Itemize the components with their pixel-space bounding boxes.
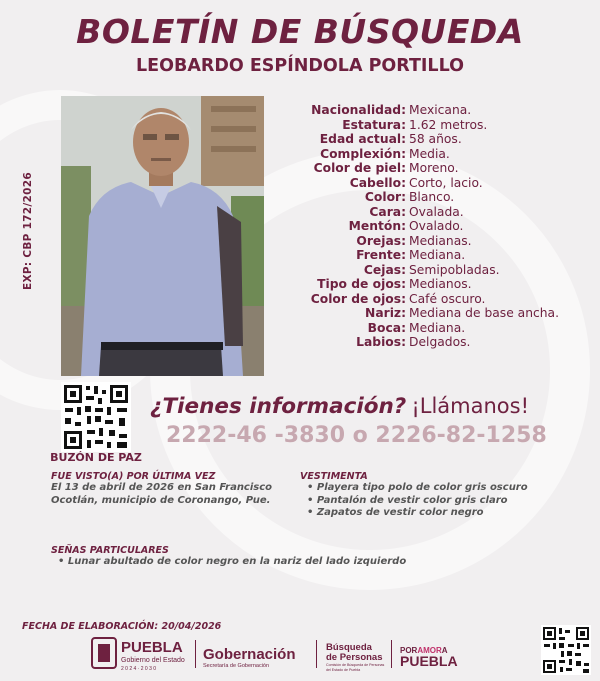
feature-value: Mediana. <box>409 248 466 262</box>
feature-label: Labios: <box>356 335 406 349</box>
feature-row <box>290 292 590 307</box>
last-seen-heading: FUE VISTO(A) POR ÚLTIMA VEZ <box>51 471 216 482</box>
buzon-qr-code[interactable] <box>61 382 131 452</box>
feature-label: Nacionalidad: <box>311 103 406 117</box>
feature-value: Medianos. <box>409 277 472 291</box>
feature-row <box>290 205 590 220</box>
puebla-state-logo <box>92 638 185 672</box>
puebla-logo-text: PUEBLA <box>121 639 183 656</box>
footer-qr-code[interactable] <box>541 625 591 675</box>
puebla-logo-subtext: Gobierno del Estado <box>121 657 185 664</box>
clothing-heading: VESTIMENTA <box>300 471 368 482</box>
feature-value: Blanco. <box>409 190 455 204</box>
feature-label: Estatura: <box>342 117 406 132</box>
feature-value: Ovalado. <box>409 219 464 233</box>
clothing-list <box>307 482 592 520</box>
phone-numbers[interactable]: 2222-46 -3830 o 2226-82-1258 <box>166 423 547 448</box>
feature-value: Medianas. <box>409 233 472 248</box>
feature-row <box>290 248 590 263</box>
feature-label: Color de piel: <box>313 161 406 175</box>
clothing-item: • Zapatos de vestir color negro <box>307 507 484 518</box>
feature-label: Complexión: <box>320 146 406 161</box>
feature-value: Mexicana. <box>409 103 472 117</box>
por-amor-a-puebla-logo <box>400 646 458 669</box>
logo-divider <box>391 640 392 668</box>
qr-code-icon <box>541 625 591 675</box>
clothing-item: • Pantalón de vestir color gris claro <box>307 494 508 506</box>
elaboration-date: FECHA DE ELABORACIÓN: 20/04/2026 <box>22 621 222 632</box>
feature-row <box>290 263 590 278</box>
gobernacion-logo-text: Gobernación <box>203 646 296 663</box>
feature-row <box>290 306 590 321</box>
footer-logos <box>0 630 600 681</box>
feature-label: Color: <box>364 190 406 204</box>
marks-item: • Lunar abultado de color negro en la nariz del lado izquierdo <box>58 556 407 567</box>
call-us-text: ¡Llámanos! <box>411 394 530 418</box>
qr-code-icon <box>61 382 131 452</box>
feature-label: Boca: <box>367 320 406 335</box>
clothing-item-text: Playera tipo polo de color gris oscuro <box>316 482 528 493</box>
feature-value: 1.62 metros. <box>409 117 488 132</box>
busqueda-personas-logo <box>326 642 385 672</box>
feature-value: Ovalada. <box>409 204 464 219</box>
feature-label: Tipo de ojos: <box>317 277 406 291</box>
clothing-item: • Playera tipo polo de color gris oscuro <box>307 482 528 493</box>
feature-value: Media. <box>409 146 450 161</box>
feature-value: Corto, lacio. <box>409 175 483 190</box>
puebla-shield-inner <box>98 644 110 662</box>
feature-row <box>290 132 590 147</box>
feature-label: Nariz: <box>365 306 406 320</box>
busqueda-logo-text: Búsqueda <box>326 642 372 653</box>
physical-features <box>290 103 590 350</box>
feature-value: Delgados. <box>409 335 471 349</box>
buzon-de-paz-label: BUZÓN DE PAZ <box>50 451 142 464</box>
person-photo-image <box>61 96 264 376</box>
feature-label: Cara: <box>369 204 406 219</box>
busqueda-logo-text: de Personas <box>326 652 383 663</box>
puebla-logo-years: 2 0 2 4 · 2 0 3 0 <box>121 666 157 672</box>
feature-row <box>290 219 590 234</box>
info-question <box>150 394 590 419</box>
feature-value: Moreno. <box>409 161 459 175</box>
feature-row <box>290 161 590 176</box>
feature-label: Color de ojos: <box>310 291 406 306</box>
feature-row <box>290 277 590 292</box>
feature-row <box>290 335 590 350</box>
marks-item-text: Lunar abultado de color negro en la nariz del lado izquierdo <box>67 556 407 567</box>
feature-label: Orejas: <box>356 233 406 248</box>
feature-value: Mediana. <box>409 320 466 335</box>
logo-divider <box>316 640 317 668</box>
amor-logo-word: AMOR <box>417 646 442 655</box>
busqueda-logo-subtext: del Estado de Puebla <box>326 668 361 672</box>
marks-list <box>58 556 458 569</box>
feature-row <box>290 234 590 249</box>
feature-label: Edad actual: <box>319 132 406 146</box>
feature-value: Mediana de base ancha. <box>409 306 560 320</box>
amor-logo-puebla: PUEBLA <box>400 653 458 669</box>
last-seen-line: El 13 de abril de 2026 en San Francisco <box>51 482 273 493</box>
feature-row <box>290 190 590 205</box>
feature-label: Cabello: <box>349 175 406 190</box>
amor-logo-word: A <box>441 646 448 655</box>
feature-row <box>290 103 590 118</box>
gobernacion-logo <box>203 646 296 669</box>
feature-row <box>290 118 590 133</box>
feature-label: Frente: <box>356 248 406 262</box>
feature-row <box>290 147 590 162</box>
missing-person-name: LEOBARDO ESPÍNDOLA PORTILLO <box>136 56 464 76</box>
amor-logo-word: POR <box>400 646 418 655</box>
marks-heading: SEÑAS PARTICULARES <box>51 545 169 556</box>
feature-row <box>290 176 590 191</box>
clothing-item-text: Zapatos de vestir color negro <box>316 507 484 518</box>
clothing-item-text: Pantalón de vestir color gris claro <box>316 494 508 506</box>
feature-label: Cejas: <box>363 262 406 277</box>
feature-value: 58 años. <box>409 132 462 146</box>
expediente-number: EXP: CBP 172/2026 <box>22 172 34 290</box>
feature-value: Café oscuro. <box>409 291 486 306</box>
bulletin-title: BOLETÍN DE BÚSQUEDA <box>76 12 524 51</box>
feature-row <box>290 321 590 336</box>
logo-divider <box>195 640 196 668</box>
last-seen-line: Ocotlán, municipio de Coronango, Pue. <box>51 494 271 506</box>
busqueda-logo-subtext: Comisión de Búsqueda de Personas <box>326 663 385 667</box>
question-text: ¿Tienes información? <box>150 394 407 419</box>
missing-person-photo <box>61 96 264 376</box>
last-seen-text <box>51 482 291 507</box>
feature-value: Semipobladas. <box>409 262 500 277</box>
gobernacion-logo-subtext: Secretaría de Gobernación <box>203 663 270 669</box>
feature-label: Mentón: <box>348 219 406 233</box>
